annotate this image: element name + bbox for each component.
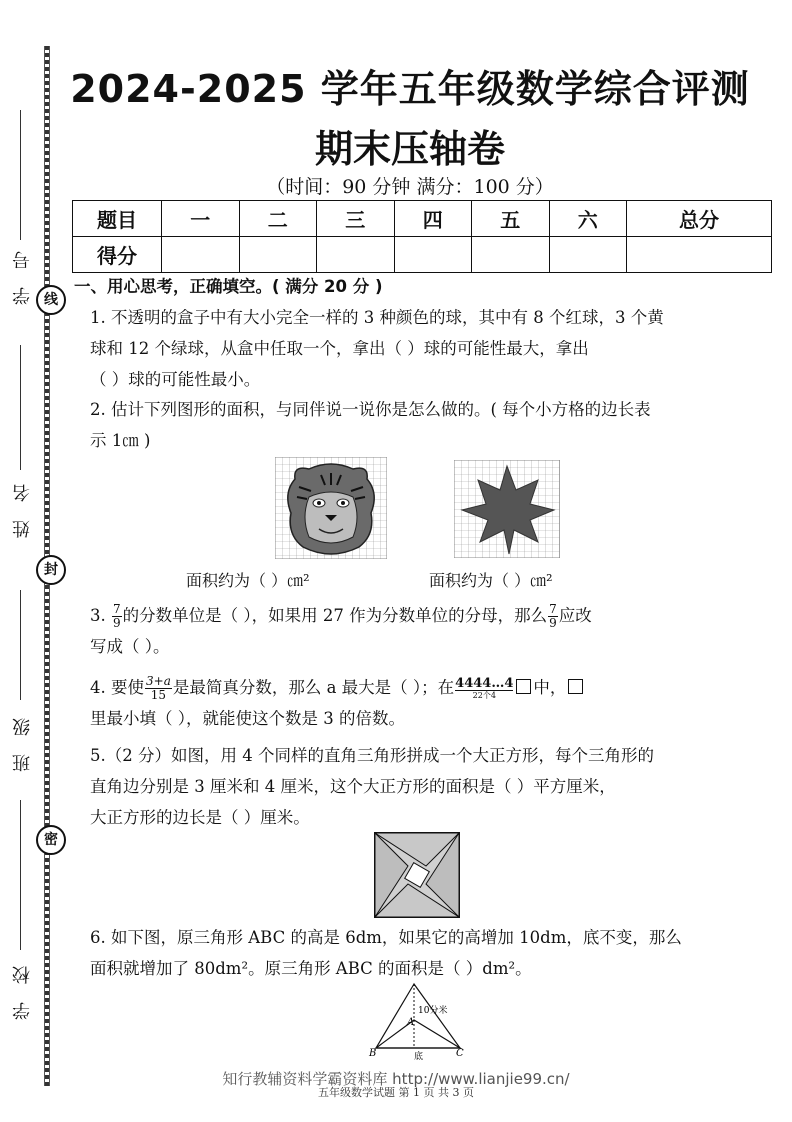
- repeated-four-number: $\frac{4444\dots 4}{\text{22个4}}$: [455, 676, 514, 700]
- score-header-cell: 总分: [627, 201, 772, 237]
- page-subtitle-main: 期末压轴卷: [314, 127, 505, 171]
- score-cell[interactable]: [394, 237, 472, 273]
- score-cell[interactable]: [317, 237, 395, 273]
- q4-text1: 是最简真分数，那么 a 最大是（ ）；在: [172, 678, 455, 697]
- q2-caption-leaf: 面积约为（ ）㎝²: [429, 571, 553, 590]
- q2-line1: 2. 估计下列图形的面积，与同伴说一说你是怎么做的。( 每个小方格的边长表: [90, 400, 651, 419]
- margin-line: [20, 345, 21, 470]
- score-header-cell: 三: [317, 201, 395, 237]
- q5-line1: 5.（2 分）如图，用 4 个同样的直角三角形拼成一个大正方形，每个三角形的: [90, 746, 654, 765]
- margin-label-student-id: 学 号: [12, 245, 33, 305]
- score-header-cell: 五: [472, 201, 550, 237]
- question-2: [90, 394, 750, 456]
- q5-line3: 大正方形的边长是（ ）厘米。: [90, 808, 310, 827]
- question-5: [90, 740, 750, 833]
- triangle-abc-figure: [368, 982, 468, 1060]
- q5-line2: 直角边分别是 3 厘米和 4 厘米，这个大正方形的面积是（ ）平方厘米，: [90, 777, 616, 796]
- q4-text2: 中，: [533, 678, 567, 697]
- score-row-label: 得分: [73, 237, 162, 273]
- margin-label-name: 姓 名: [12, 478, 33, 538]
- q1-line2: 球和 12 个绿球，从盒中任取一个，拿出（ ）球的可能性最大，拿出: [90, 339, 589, 358]
- exam-time-score: （时间：90 分钟 满分：100 分）: [266, 176, 554, 198]
- margin-label-class: 班 级: [12, 712, 33, 772]
- q4-intro: 4. 要使: [90, 678, 144, 697]
- margin-line: [20, 590, 21, 700]
- score-table-score-row: [73, 237, 772, 273]
- fraction-3a-15: $\frac{3+a}{15}$: [146, 674, 171, 702]
- watermark-text: 知行教辅资料学霸资料库 http://www.lianjie99.cn/: [222, 1070, 570, 1088]
- q3-line1: [90, 600, 750, 631]
- score-header-cell: 四: [394, 201, 472, 237]
- q1-line1: 1. 不透明的盒子中有大小完全一样的 3 种颜色的球，其中有 8 个红球，3 个黄: [90, 308, 664, 327]
- score-table-header-row: [73, 201, 772, 237]
- triangle-height-label: 10分米: [418, 1006, 448, 1016]
- section-1-heading: 一、用心思考，正确填空。( 满分 20 分 ): [74, 277, 383, 296]
- seal-line: 线: [36, 285, 66, 315]
- tiger-grid-figure: [275, 457, 387, 559]
- q4-line2: 里最小填（ ），就能使这个数是 3 的倍数。: [90, 709, 405, 728]
- score-header-cell: 题目: [73, 201, 162, 237]
- page-number: 五年级数学试题 第 1 页 共 3 页: [318, 1086, 474, 1099]
- score-header-cell: 一: [162, 201, 240, 237]
- q3-text2: 应改: [558, 606, 592, 625]
- q2-line2: 示 1㎝ ): [90, 431, 151, 450]
- vertex-b-label: B: [369, 1048, 377, 1059]
- fraction-7-9: $\frac{7}{9}$: [549, 602, 557, 630]
- seal-seal: 封: [36, 555, 66, 585]
- score-cell[interactable]: [239, 237, 317, 273]
- margin-label-school: 学 校: [12, 960, 33, 1020]
- margin-line: [20, 800, 21, 950]
- question-4: [90, 672, 750, 734]
- question-3: [90, 600, 750, 662]
- score-cell[interactable]: [162, 237, 240, 273]
- score-cell[interactable]: [472, 237, 550, 273]
- q6-line1: 6. 如下图，原三角形 ABC 的高是 6dm，如果它的高增加 10dm，底不变，那么: [90, 928, 682, 947]
- question-6: [90, 922, 750, 984]
- q1-line3: （ ）球的可能性最小。: [90, 370, 261, 389]
- q2-caption-tiger: 面积约为（ ）㎝²: [186, 571, 310, 590]
- q4-line1: [90, 672, 750, 703]
- score-table: [72, 200, 772, 273]
- q6-line2: 面积就增加了 80dm²。原三角形 ABC 的面积是（ ）dm²。: [90, 959, 532, 978]
- blank-box: [516, 679, 531, 694]
- score-cell[interactable]: [549, 237, 627, 273]
- seal-secret: 密: [36, 825, 66, 855]
- q3-number: 3.: [90, 606, 106, 625]
- q3-line2: 写成（ ）。: [90, 637, 170, 656]
- margin-line: [20, 110, 21, 240]
- fraction-7-9: $\frac{7}{9}$: [113, 602, 121, 630]
- vertex-c-label: C: [456, 1048, 464, 1059]
- vertex-a-label: A: [407, 1017, 415, 1028]
- question-1: [90, 302, 750, 395]
- pinwheel-square-figure: [374, 832, 460, 918]
- triangle-base-label: 底: [414, 1052, 424, 1060]
- score-cell[interactable]: [627, 237, 772, 273]
- page-title: 2024-2025 学年五年级数学综合评测: [70, 67, 750, 111]
- score-header-cell: 六: [549, 201, 627, 237]
- q3-text1: 的分数单位是（ ），如果用 27 作为分数单位的分母，那么: [122, 606, 548, 625]
- blank-box: [568, 679, 583, 694]
- leaf-grid-figure: [454, 460, 560, 558]
- score-header-cell: 二: [239, 201, 317, 237]
